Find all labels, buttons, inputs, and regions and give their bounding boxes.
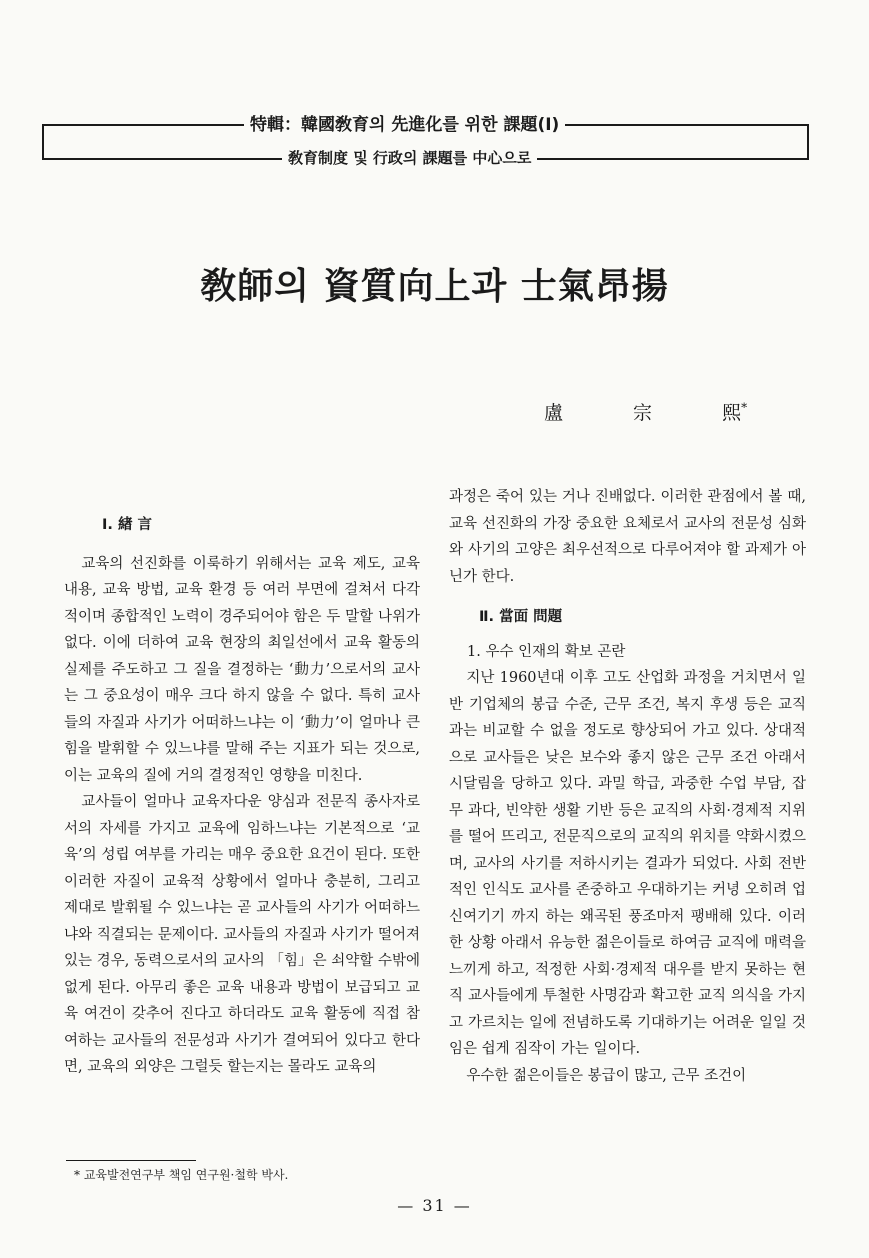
series-subtitle: 敎育制度 및 行政의 課題를 中心으로 [282, 148, 537, 168]
left-column [64, 512, 420, 1081]
author-line [544, 398, 747, 425]
paragraph: 우수한 젊은이들은 봉급이 많고, 근무 조건이 [466, 1067, 747, 1084]
section-heading-intro: Ⅰ. 緖 言 [102, 517, 152, 533]
section-heading-problems: Ⅱ. 當面 問題 [479, 609, 563, 625]
paragraph-continued: 과정은 죽어 있는 거나 진배없다. 이러한 관점에서 볼 때, 교육 선진화의 가장 중요한 요체로서 교사의 전문성 심화와 사기의 고양은 최우선적으로 다루어져야 할 과제가 아닌가 한다. [449, 489, 806, 585]
author-footnote-mark: * [741, 400, 748, 415]
footnote: * 교육발전연구부 책임 연구원·철학 박사. [74, 1168, 289, 1182]
paragraph: 교육의 선진화를 이룩하기 위해서는 교육 제도, 교육 내용, 교육 방법, 교육 환경 등 여러 부면에 걸쳐서 다각적이며 종합적인 노력이 경주되어야 함은 두 말할 나위가 없다. 이에 더하여 교육 현장의 최일선에서 교육 활동의 실제를 주도하고 그 질을 결정하는 ‘動力’으로서의 교사는 그 중요성이 매우 크다 하지 않을 수 없다. 특히 교사들의 자질과 사기가 어떠하느냐는 이 ‘動力’이 얼마나 큰 힘을 발휘할 수 있느냐를 말해 주는 지표가 되는 것으로, 이는 교육의 질에 거의 결정적인 영향을 미친다. [64, 555, 420, 784]
page-number: — 31 — [397, 1196, 472, 1215]
series-title: 特輯：韓國敎育의 先進化를 위한 課題(Ⅰ) [244, 114, 565, 136]
paragraph: 지난 1960년대 이후 고도 산업화 과정을 거치면서 일반 기업체의 봉급 수준, 근무 조건, 복지 후생 등은 교직과는 비교할 수 없을 정도로 향상되어 가고 있다. 상대적으로 교사들은 낮은 보수와 좋지 않은 근무 조건 아래서 시달림을 당하고 있다. 과밀 학급, 과중한 수업 부담, 잡무 과다, 빈약한 생활 기반 등은 교직의 사회·경제적 지위를 떨어 뜨리고, 전문직으로의 교직의 위치를 약화시켰으며, 교사의 사기를 저하시키는 결과가 되었다. 사회 전반적인 인식도 교사를 존중하고 우대하기는 커녕 오히려 업신여기기 까지 하는 왜곡된 풍조마저 팽배해 있다. 이러한 상황 아래서 유능한 젊은이들로 하여금 교직에 매력을 느끼게 하고, 적정한 사회·경제적 대우를 받지 못하는 현직 교사들에게 투철한 사명감과 확고한 교직 의식을 가지고 가르치는 일에 전념하도록 기대하기는 어려운 일일 것임은 쉽게 짐작이 가는 일이다. [449, 670, 806, 1057]
header-right-bar [807, 124, 809, 160]
right-column [449, 484, 806, 1089]
author-name: 盧 宗 熙 [544, 402, 742, 424]
paragraph: 교사들이 얼마나 교육자다운 양심과 전문직 종사자로서의 자세를 가지고 교육에 임하느냐는 기본적으로 ‘교육’의 성립 여부를 가리는 매우 중요한 요건이 된다. 또한 이러한 자질이 교육적 상황에서 얼마나 충분히, 그리고 제대로 발휘될 수 있느냐는 곧 교사들의 사기가 어떠하느냐와 직결되는 문제이다. 교사들의 자질과 사기가 떨어져 있는 경우, 동력으로서의 교사의 「힘」은 쇠약할 수밖에 없게 된다. 아무리 좋은 교육 내용과 방법이 보급되고 교육 여건이 갖추어 진다고 하더라도 교육 활동에 직접 참여하는 교사들의 전문성과 사기가 결여되어 있다고 한다면, 교육의 외양은 그럴듯 할는지는 몰라도 교육의 [64, 794, 420, 1075]
footnote-rule [66, 1160, 196, 1161]
subsection-heading: 1. 우수 인재의 확보 곤란 [467, 643, 626, 660]
article-title: 敎師의 資質向上과 士氣昂揚 [200, 265, 669, 307]
header-left-bar [42, 124, 44, 160]
